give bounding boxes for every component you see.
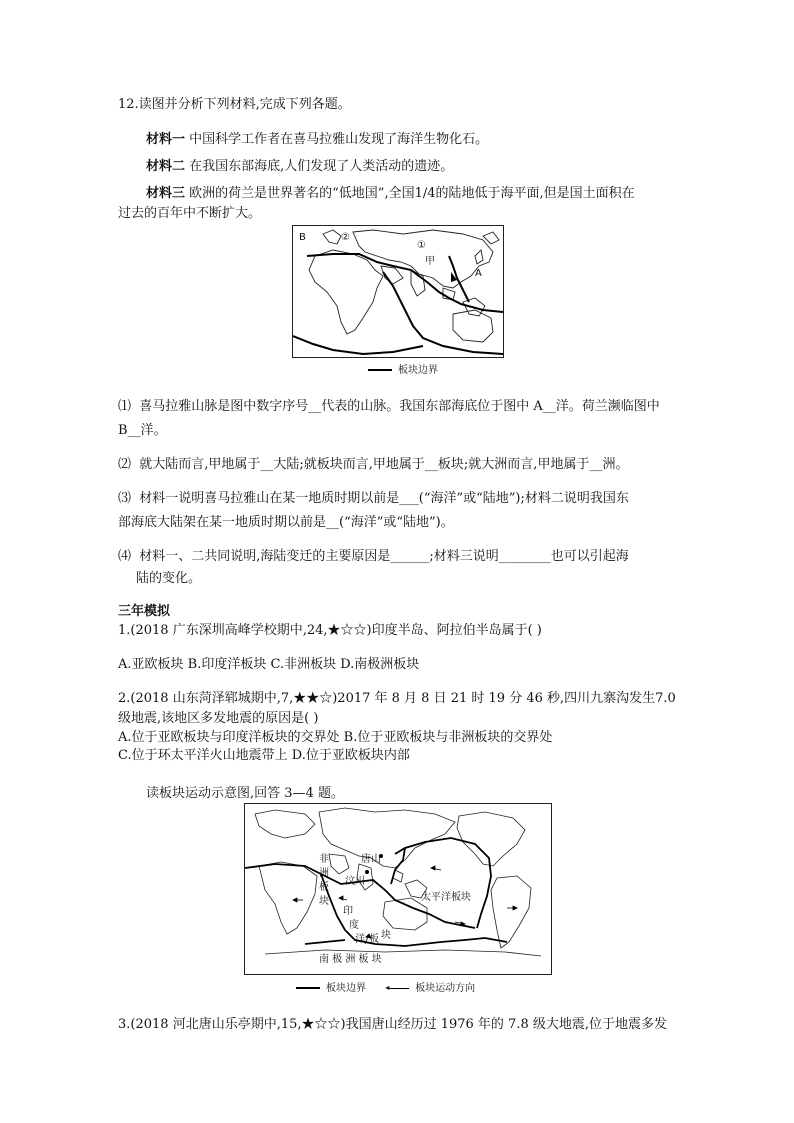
- q12-intro: 12.读图并分析下列材料,完成下列各题。: [118, 97, 351, 112]
- label-jia: 甲: [425, 256, 435, 267]
- label-1: ①: [417, 240, 426, 251]
- material-one-label: 材料一: [146, 132, 186, 147]
- label-tangshan: 唐山: [361, 854, 381, 865]
- wenchuan-marker: [365, 870, 369, 874]
- label-wenchuan: 汶川: [345, 876, 365, 887]
- label-africa-3: 板: [319, 882, 329, 893]
- map2-legend: [296, 979, 475, 994]
- q2-stem-cont: 级地震,该地区多发地震的原因是( ): [118, 711, 319, 726]
- sub3-text: 材料一说明喜马拉雅山在某一地质时期以前是___(“海洋”或“陆地”);材料二说明我国东: [139, 491, 629, 506]
- sub3-cont: 部海底大陆架在某一地质时期以前是__(“海洋”或“陆地”)。: [118, 515, 454, 530]
- boundary-line-icon: [368, 369, 392, 371]
- plate-boundaries: [293, 254, 503, 354]
- boundary-line-icon: [296, 987, 320, 989]
- motion-arrow-icon: ◂: [385, 985, 409, 991]
- map1-legend-text: 板块边界: [398, 365, 438, 376]
- legend-motion-text: 板块运动方向: [415, 983, 476, 994]
- sub1: [118, 398, 660, 416]
- sub4-num: ⑷: [118, 549, 132, 564]
- q3-stem: 3.(2018 河北唐山乐亭期中,15,★☆☆)我国唐山经历过 1976 年的 7.8 级大地震,位于地震多发: [118, 1017, 667, 1032]
- material-three: [146, 185, 635, 203]
- label-india-2: 度: [349, 920, 359, 931]
- label-india-4: 板: [369, 934, 379, 945]
- material-one: [146, 131, 488, 149]
- label-africa-4: 块: [319, 896, 329, 907]
- q2-options-ab: A.位于亚欧板块与印度洋板块的交界处 B.位于亚欧板块与非洲板块的交界处: [118, 730, 553, 745]
- sub2: [118, 456, 628, 474]
- plate-map-svg: [293, 226, 503, 357]
- sub3: [118, 490, 629, 508]
- label-india-5: 块: [381, 930, 391, 941]
- material-three-cont: 过去的百年中不断扩大。: [118, 206, 262, 221]
- q2-options-cd: C.位于环太平洋火山地震带上 D.位于亚欧板块内部: [118, 748, 410, 763]
- sub1-text: 喜马拉雅山脉是图中数字序号__代表的山脉。我国东部海底位于图中 A__洋。荷兰濒临图中: [139, 399, 660, 414]
- label-A: A: [475, 268, 482, 279]
- sub4-text: 材料一、二共同说明,海陆变迁的主要原因是______;材料三说明________也可以引起海: [139, 549, 629, 564]
- plate-boundary-map: [292, 225, 504, 358]
- label-india-1: 印: [343, 906, 353, 917]
- q2-stem: 2.(2018 山东菏泽郓城期中,7,★★☆)2017 年 8 月 8 日 21 时 19 分 46 秒,四川九寨沟发生7.0: [118, 691, 676, 706]
- section-title: 三年模拟: [118, 604, 171, 619]
- map1-legend: [368, 361, 438, 376]
- world-continents: [255, 808, 541, 956]
- q1-options: A.亚欧板块 B.印度洋板块 C.非洲板块 D.南极洲板块: [118, 657, 420, 672]
- material-two-label: 材料二: [146, 159, 186, 174]
- plate-motion-map: [244, 803, 552, 975]
- read-map-prompt: 读板块运动示意图,回答 3—4 题。: [146, 786, 344, 801]
- plate-motion-svg: [245, 804, 551, 974]
- q1-stem: 1.(2018 广东深圳高峰学校期中,24,★☆☆)印度半岛、阿拉伯半岛属于( ): [118, 623, 542, 638]
- sub4-cont: 陆的变化。: [136, 571, 202, 586]
- material-two-text: 在我国东部海底,人们发现了人类活动的遗迹。: [189, 159, 454, 174]
- label-africa-1: 非: [319, 854, 329, 865]
- material-two: [146, 158, 453, 176]
- label-pacific-plate: 太平洋板块: [421, 892, 471, 903]
- continents: [309, 230, 499, 342]
- sub2-text: 就大陆而言,甲地属于__大陆;就板块而言,甲地属于__板块;就大洲而言,甲地属于__洲。: [139, 457, 629, 472]
- material-three-text: 欧洲的荷兰是世界著名的“低地国”,全国1/4的陆地低于海平面,但是国土面积在: [189, 186, 635, 201]
- label-2: ②: [341, 232, 350, 243]
- legend-boundary-text: 板块边界: [326, 983, 366, 994]
- label-antarctic-plate: 南 极 洲 板 块: [319, 954, 382, 965]
- sub4: [118, 548, 629, 566]
- sub2-num: ⑵: [118, 457, 132, 472]
- label-africa-2: 洲: [319, 868, 329, 879]
- label-india-3: 洋: [355, 934, 365, 945]
- material-three-label: 材料三: [146, 186, 186, 201]
- sub3-num: ⑶: [118, 491, 132, 506]
- sub1-num: ⑴: [118, 399, 132, 414]
- label-B: B: [299, 232, 306, 243]
- material-one-text: 中国科学工作者在喜马拉雅山发现了海洋生物化石。: [189, 132, 489, 147]
- sub1-cont: B__洋。: [118, 423, 167, 438]
